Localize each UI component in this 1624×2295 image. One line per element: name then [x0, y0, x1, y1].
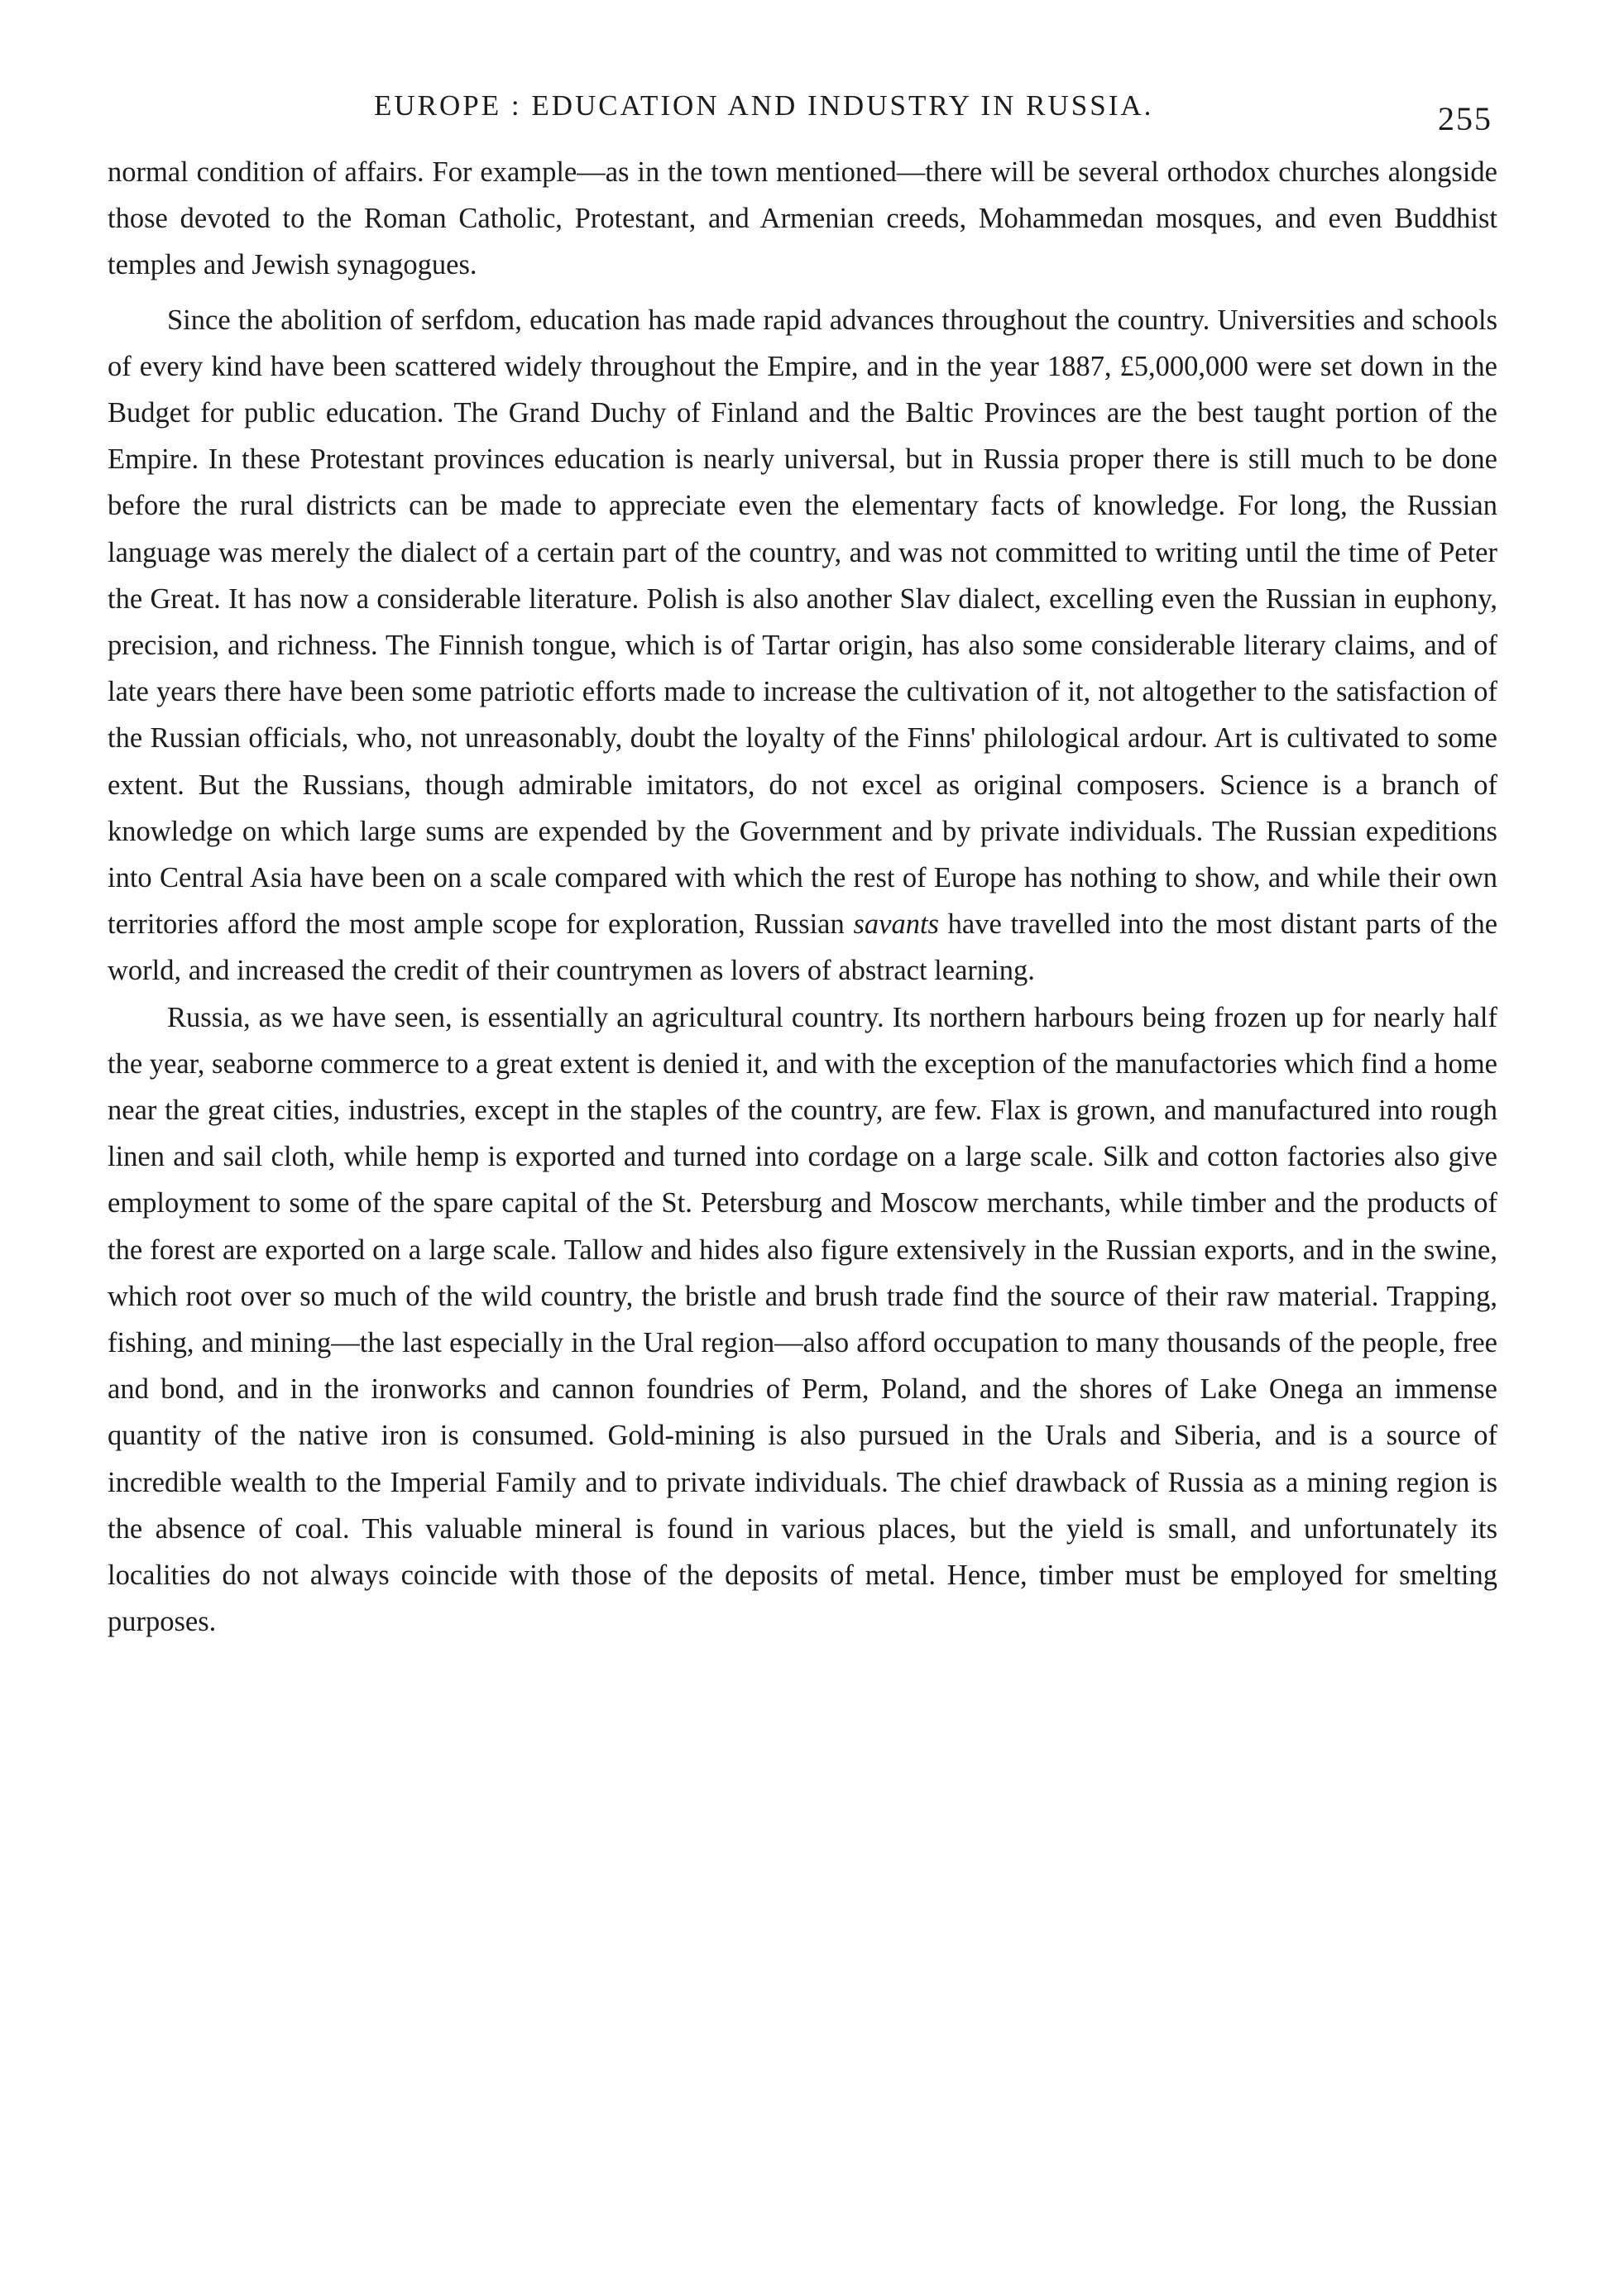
page-number: 255: [1438, 100, 1492, 137]
body-text: [108, 149, 1497, 1646]
paragraph-2-text-end: have travelled into the most distant parts of the world, and increased the credit of their countrymen as lovers of abstract learning.: [108, 908, 1498, 987]
paragraph-1: normal condition of affairs. For example—as in the town mentioned—there will be several orthodox churches alongside those devoted to the Roman Catholic, Protestant, and Armenian creeds, Mohammedan mosques, and even Buddhist temples and Jewish synagogues.: [108, 156, 1497, 281]
paragraph-2: [108, 297, 1497, 994]
paragraph-3: Russia, as we have seen, is essentially an agricultural country. Its northern harbours being frozen up for nearly half the year, seaborne commerce to a great extent is denied it, and with the exception of the manufactories which find a home near the great cities, industries, except in the staples of the country, are few. Flax is grown, and manufactured into rough linen and sail cloth, while hemp is exported and turned into cordage on a large scale. Silk and cotton factories also give employment to some of the spare capital of the St. Petersburg and Moscow merchants, while timber and the products of the forest are exported on a large scale. Tallow and hides also figure extensively in the Russian exports, and in the swine, which root over so much of the wild country, the bristle and brush trade find the source of their raw material. Trapping, fishing, and mining—the last especially in the Ural region—also afford occupation to many thousands of the people, free and bond, and in the ironworks and cannon foundries of Perm, Poland, and the shores of Lake Onega an immense quantity of the native iron is consumed. Gold-mining is also pursued in the Urals and Siberia, and is a source of incredible wealth to the Imperial Family and to private individuals. The chief drawback of Russia as a mining region is the absence of coal. This valuable mineral is found in various places, but the yield is small, and unfortunately its localities do not always coincide with those of the deposits of metal. Hence, timber must be employed for smelting purposes.: [108, 1001, 1497, 1638]
running-head: [0, 89, 1624, 139]
paragraph-2-italic-term: savants: [853, 908, 939, 941]
paragraph-2-text: Since the abolition of serfdom, education has made rapid advances throughout the country. Universities and schools of every kind have been scattered widely throughout the Empire, and in the year 1887, £5,000,000 were set down in the Budget for public education. The Grand Duchy of Finland and the Baltic Provinces are the best taught portion of the Empire. In these Protestant provinces education is nearly universal, but in Russia proper there is still much to be done before the rural districts can be made to appreciate even the elementary facts of knowledge. For long, the Russian language was merely the dialect of a certain part of the country, and was not committed to writing until the time of Peter the Great. It has now a considerable literature. Polish is also another Slav dialect, excelling even the Russian in euphony, precision, and richness. The Finnish tongue, which is of Tartar origin, has also some considerable literary claims, and of late years there have been some patriotic efforts made to increase the cultivation of it, not altogether to the satisfaction of the Russian officials, who, not unreasonably, doubt the loyalty of the Finns' philological ardour. Art is cultivated to some extent. But the Russians, though admirable imitators, do not excel as original composers. Science is a branch of knowledge on which large sums are expended by the Government and by private individuals. The Russian expeditions into Central Asia have been on a scale compared with which the rest of Europe has nothing to show, and while their own territories afford the most ample scope for exploration, Russian: [108, 304, 1497, 941]
running-title: EUROPE : EDUCATION AND INDUSTRY IN RUSSIA.: [374, 89, 1154, 122]
